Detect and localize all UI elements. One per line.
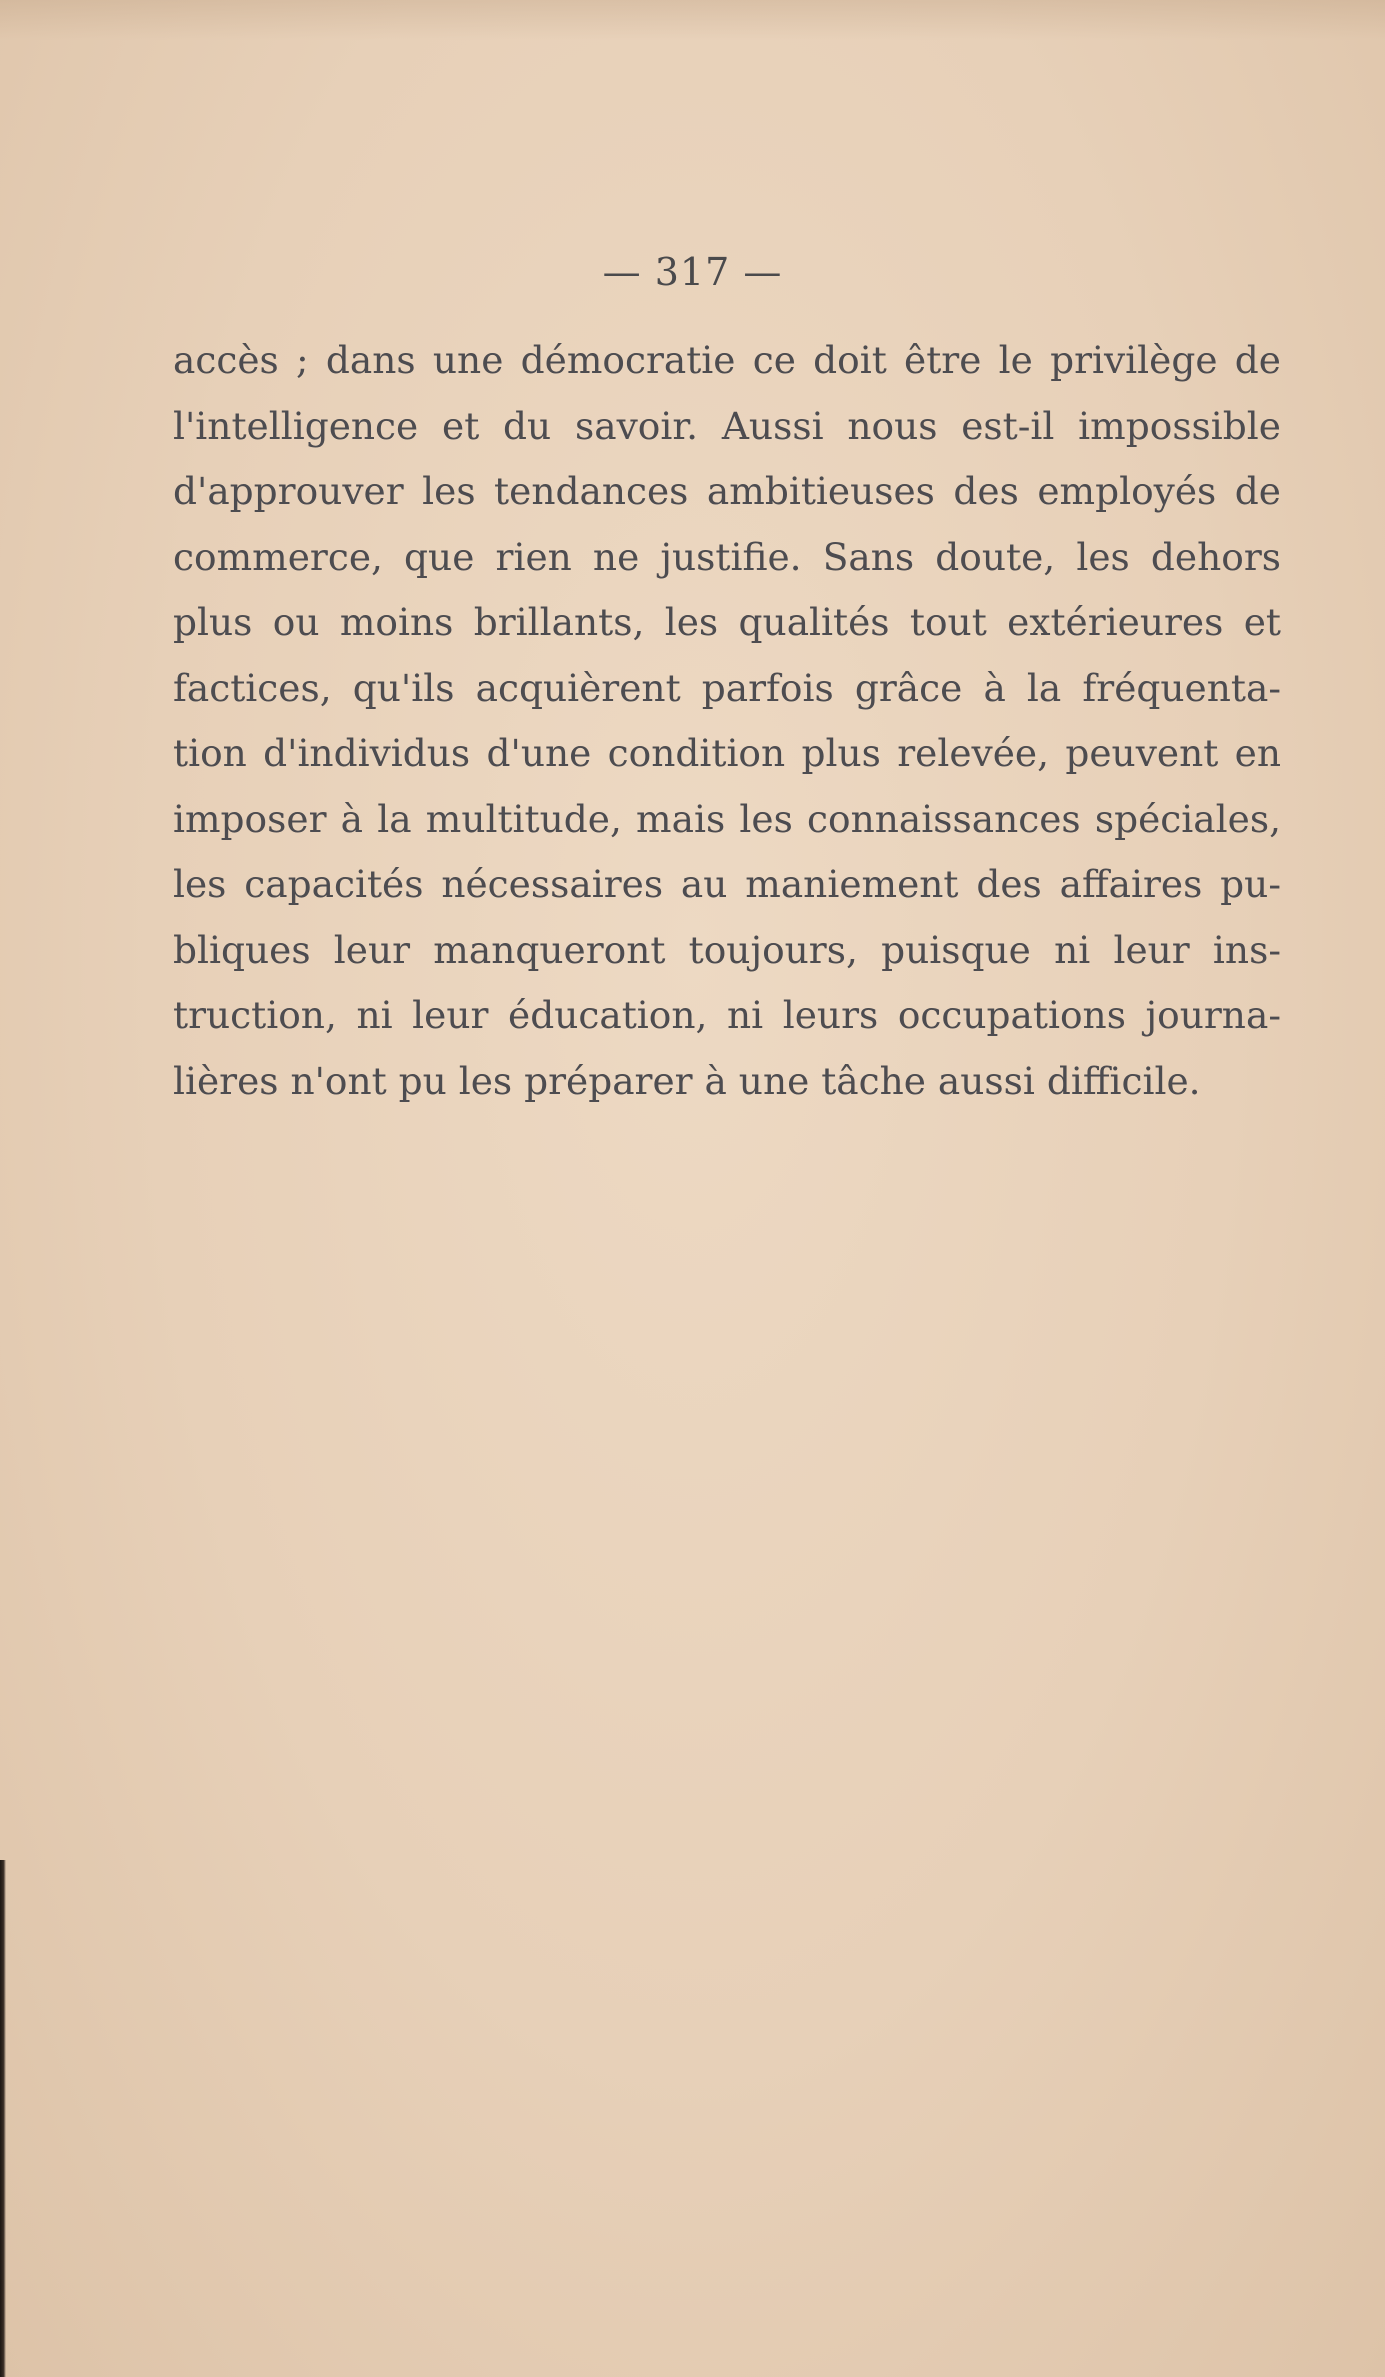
page-stain <box>0 0 1385 40</box>
body-paragraph <box>173 328 1281 1114</box>
text-line: d'approuver les tendances ambitieuses des employés de <box>173 469 1281 513</box>
page-number: — 317 — <box>602 250 783 294</box>
text-line: les capacités nécessaires au maniement des affaires pu- <box>173 862 1281 906</box>
text-line: commerce, que rien ne justifie. Sans doute, les dehors <box>173 534 1281 579</box>
text-line: imposer à la multitude, mais les connaissances spéciales, <box>173 796 1281 841</box>
text-line: bliques leur manqueront toujours, puisque ni leur ins- <box>173 927 1281 972</box>
text-line: accès ; dans une démocratie ce doit être le privilège de <box>173 338 1281 382</box>
text-line: tion d'individus d'une condition plus relevée, peuvent en <box>173 731 1281 775</box>
text-line: l'intelligence et du savoir. Aussi nous est-il impossible <box>173 403 1281 448</box>
text-line: truction, ni leur éducation, ni leurs occupations journa- <box>173 993 1281 1037</box>
binding-edge <box>0 1860 6 2377</box>
text-line: factices, qu'ils acquièrent parfois grâce à la fréquenta- <box>173 665 1281 710</box>
text-line: plus ou moins brillants, les qualités tout extérieures et <box>173 600 1281 644</box>
text-line: lières n'ont pu les préparer à une tâche aussi difficile. <box>173 1058 1201 1103</box>
